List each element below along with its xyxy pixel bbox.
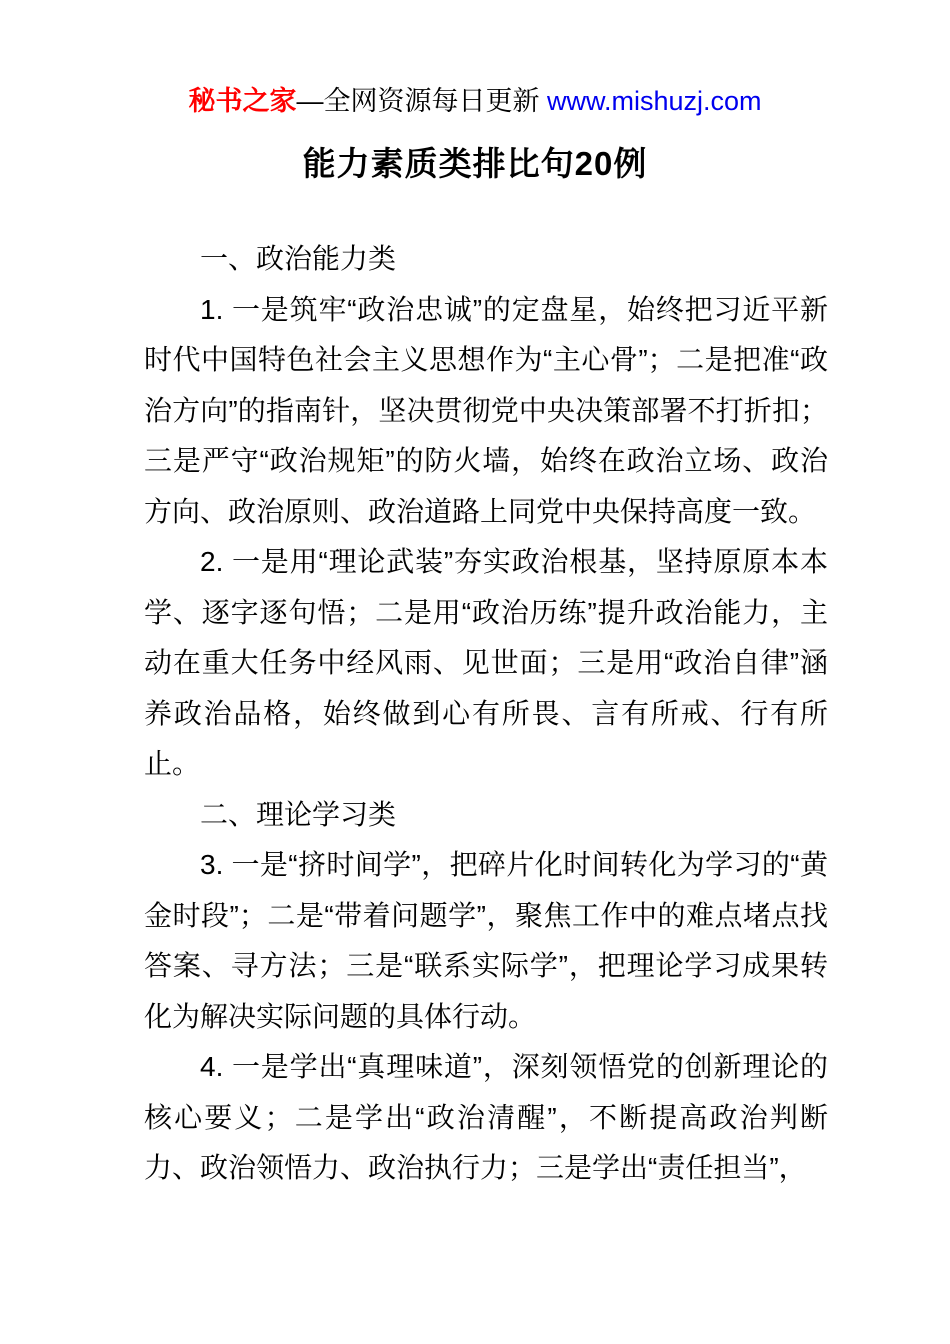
paragraph-3: 3. 一是“挤时间学”，把碎片化时间转化为学习的“黄金时段”；二是“带着问题学”，聚焦工作中的难点堵点找答案、寻方法；三是“联系实际学”，把理论学习成果转化为解决实际问题的具体行动。 [144,849,828,1032]
document-title: 能力素质类排比句20例 [302,145,648,182]
site-header [0,0,950,118]
site-tagline: —全网资源每日更新 [296,86,547,116]
paragraph-2: 2. 一是用“理论武装”夯实政治根基，坚持原原本本学、逐字逐句悟；二是用“政治历练”提升政治能力，主动在重大任务中经风雨、见世面；三是用“政治自律”涵养政治品格，始终做到心有所畏、言有所戒、行有所止。 [144,546,828,779]
section-heading-1: 一、政治能力类 [200,243,397,274]
paragraph-1: 1. 一是筑牢“政治忠诚”的定盘星，始终把习近平新时代中国特色社会主义思想作为“主心骨”；二是把准“政治方向”的指南针，坚决贯彻党中央决策部署不打折扣；三是严守“政治规矩”的防火墙，始终在政治立场、政治方向、政治原则、政治道路上同党中央保持高度一致。 [144,293,828,527]
site-brand: 秘书之家 [188,86,297,116]
site-url-link[interactable]: www.mishuzj.com [546,86,762,116]
paragraph-4: 4. 一是学出“真理味道”，深刻领悟党的创新理论的核心要义；二是学出“政治清醒”，不断提高政治判断力、政治领悟力、政治执行力；三是学出“责任担当”， [144,1051,828,1183]
document-body [0,234,950,1194]
section-heading-2: 二、理论学习类 [200,798,397,830]
